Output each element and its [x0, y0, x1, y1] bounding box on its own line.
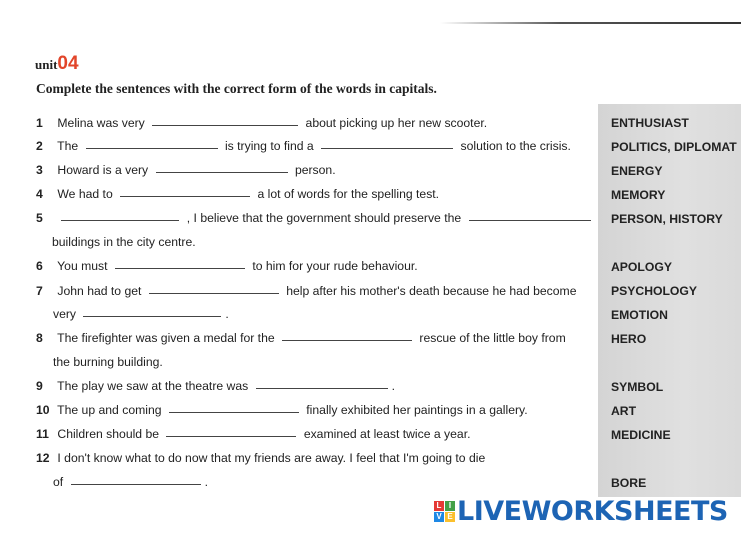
exercise-number: 6 — [36, 259, 43, 273]
exercise-4 — [36, 187, 439, 201]
exercise-text: I don't know what to do now that my friends are away. I feel that I'm going to die — [57, 451, 486, 465]
word-cue: MEMORY — [611, 188, 666, 202]
exercise-text: , I believe that the government should preserve the — [186, 211, 462, 225]
exercise-number: 2 — [36, 139, 43, 153]
exercise-text: Melina was very — [57, 116, 145, 130]
answer-blank[interactable] — [469, 219, 591, 221]
exercise-3 — [36, 163, 336, 177]
logo-grid-icon — [434, 501, 455, 522]
exercise-text: John had to get — [57, 284, 142, 298]
exercise-6 — [36, 259, 418, 273]
exercise-text: is trying to find a — [224, 139, 314, 153]
exercise-2 — [36, 139, 571, 153]
word-cue: SYMBOL — [611, 380, 664, 394]
exercise-text: The play we saw at the theatre was — [57, 379, 249, 393]
answer-blank[interactable] — [152, 124, 298, 126]
exercise-number: 11 — [36, 427, 49, 441]
answer-blank[interactable] — [120, 195, 250, 197]
liveworksheets-logo[interactable] — [434, 496, 728, 526]
word-cue: PSYCHOLOGY — [611, 284, 698, 298]
word-cue: EMOTION — [611, 308, 668, 322]
logo-text: LIVEWORKSHEETS — [457, 495, 728, 527]
exercise-text: We had to — [57, 187, 113, 201]
exercise-number: 4 — [36, 187, 43, 201]
exercise-text: solution to the crisis. — [460, 139, 571, 153]
exercise-number: 1 — [36, 116, 43, 130]
answer-blank[interactable] — [61, 219, 179, 221]
exercise-text: Children should be — [57, 427, 160, 441]
exercise-text: rescue of the little boy from — [419, 331, 566, 345]
exercise-text: to him for your rude behaviour. — [252, 259, 418, 273]
exercise-11 — [36, 427, 470, 441]
unit-number: 04 — [57, 53, 79, 74]
exercise-text: The up and coming — [57, 403, 162, 417]
word-cue: HERO — [611, 332, 647, 346]
answer-blank[interactable] — [282, 339, 412, 341]
exercise-7 — [36, 284, 576, 298]
top-rule — [440, 22, 741, 24]
word-cue: ENERGY — [611, 164, 663, 178]
exercise-5-continuation: buildings in the city centre. — [52, 235, 196, 249]
exercise-7-continuation — [53, 307, 229, 321]
word-cue: MEDICINE — [611, 428, 671, 442]
answer-blank[interactable] — [321, 147, 453, 149]
exercise-number: 8 — [36, 331, 43, 345]
exercise-number: 12 — [36, 451, 50, 465]
instruction: Complete the sentences with the correct form of the words in capitals. — [36, 81, 437, 96]
word-cue: POLITICS, DIPLOMAT — [611, 140, 737, 154]
unit-word: unit — [35, 57, 58, 72]
logo-letter: V — [434, 512, 444, 522]
exercise-text: help after his mother's death because he had become — [286, 284, 577, 298]
exercise-number: 10 — [36, 403, 50, 417]
exercise-number: 3 — [36, 163, 43, 177]
exercise-5 — [36, 211, 595, 225]
word-cue: ENTHUSIAST — [611, 116, 689, 130]
exercise-text: a lot of words for the spelling test. — [257, 187, 440, 201]
exercise-text: very — [53, 307, 77, 321]
exercise-text: of — [53, 475, 64, 489]
exercise-text: You must — [57, 259, 108, 273]
answer-blank[interactable] — [86, 147, 218, 149]
exercise-10 — [36, 403, 528, 417]
exercise-text: . — [204, 475, 208, 489]
answer-blank[interactable] — [166, 435, 296, 437]
exercise-number: 5 — [36, 211, 43, 225]
word-cue: APOLOGY — [611, 260, 672, 274]
logo-letter: L — [434, 501, 444, 511]
exercise-text: The firefighter was given a medal for the — [57, 331, 275, 345]
exercise-text: finally exhibited her paintings in a gallery. — [306, 403, 528, 417]
answer-blank[interactable] — [169, 411, 299, 413]
answer-blank[interactable] — [115, 267, 245, 269]
unit-heading — [35, 53, 79, 75]
exercise-number: 7 — [36, 284, 43, 298]
exercise-12 — [36, 451, 485, 465]
exercise-text: . — [225, 307, 229, 321]
logo-letter: E — [445, 512, 455, 522]
exercise-text: examined at least twice a year. — [303, 427, 471, 441]
word-cue: PERSON, HISTORY — [611, 212, 723, 226]
exercise-12-continuation — [53, 475, 208, 489]
exercise-8 — [36, 331, 566, 345]
exercise-9 — [36, 379, 395, 393]
exercise-8-continuation: the burning building. — [53, 355, 163, 369]
exercise-number: 9 — [36, 379, 43, 393]
logo-letter: I — [445, 501, 455, 511]
answer-blank[interactable] — [149, 292, 279, 294]
exercise-text: . — [391, 379, 395, 393]
exercise-text: The — [57, 139, 79, 153]
answer-blank[interactable] — [83, 315, 221, 317]
exercise-1 — [36, 116, 487, 130]
exercise-text: person. — [294, 163, 336, 177]
answer-blank[interactable] — [256, 387, 388, 389]
exercise-text: about picking up her new scooter. — [305, 116, 488, 130]
answer-blank[interactable] — [71, 483, 201, 485]
answer-blank[interactable] — [156, 171, 288, 173]
exercise-text: Howard is a very — [57, 163, 149, 177]
word-cue: ART — [611, 404, 637, 418]
word-cue: BORE — [611, 476, 647, 490]
